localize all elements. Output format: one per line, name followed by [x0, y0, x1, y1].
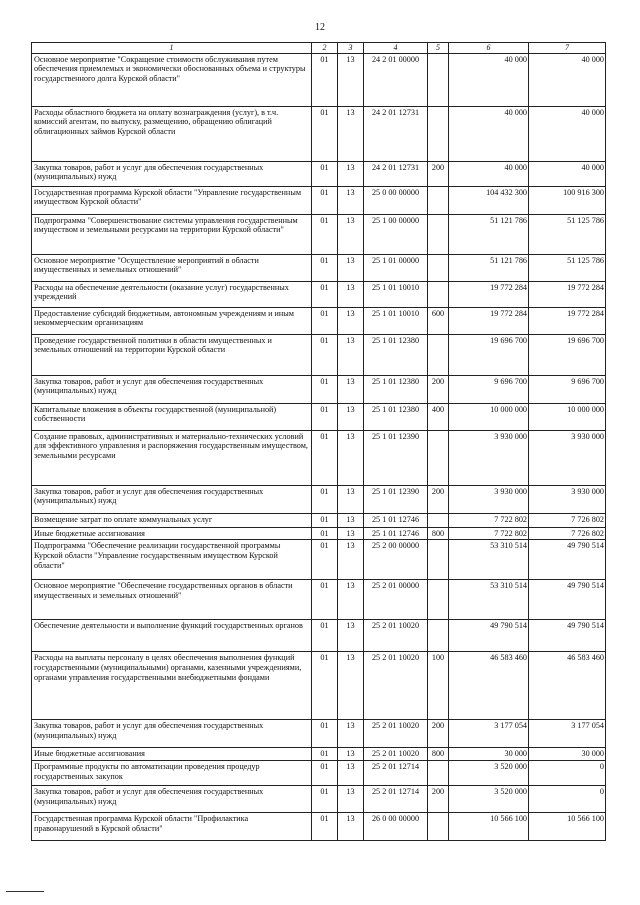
amount-year-1: 3 177 054: [449, 720, 529, 748]
subsection-code: 13: [338, 786, 364, 813]
target-article-code: 25 2 01 10020: [364, 652, 428, 720]
amount-year-2: 3 930 000: [529, 430, 606, 485]
table-row: [32, 430, 606, 485]
amount-year-2: 7 726 802: [529, 513, 606, 527]
amount-year-1: 53 310 514: [449, 580, 529, 620]
amount-year-1: 40 000: [449, 106, 529, 161]
table-row: [32, 513, 606, 527]
section-code: 01: [312, 580, 338, 620]
budget-table: [31, 42, 606, 841]
target-article-code: 25 1 01 12380: [364, 334, 428, 375]
table-row: [32, 527, 606, 540]
subsection-code: 13: [338, 540, 364, 580]
amount-year-1: 53 310 514: [449, 540, 529, 580]
subsection-code: 13: [338, 485, 364, 513]
subsection-code: 13: [338, 580, 364, 620]
target-article-code: 25 1 01 00000: [364, 254, 428, 281]
table-row: [32, 214, 606, 254]
amount-year-1: 19 772 284: [449, 307, 529, 334]
subsection-code: 13: [338, 214, 364, 254]
target-article-code: 25 0 00 00000: [364, 186, 428, 214]
expense-type-code: 400: [428, 403, 449, 430]
subsection-code: 13: [338, 281, 364, 307]
amount-year-1: 40 000: [449, 161, 529, 186]
row-name: Закупка товаров, работ и услуг для обеспечения государственных (муниципальных) нужд: [32, 720, 312, 748]
table-row: [32, 375, 606, 403]
table-row: [32, 485, 606, 513]
amount-year-2: 49 790 514: [529, 620, 606, 652]
subsection-code: 13: [338, 106, 364, 161]
target-article-code: 25 1 01 10010: [364, 307, 428, 334]
amount-year-1: 3 930 000: [449, 485, 529, 513]
row-name: Иные бюджетные ассигнования: [32, 527, 312, 540]
subsection-code: 13: [338, 761, 364, 786]
target-article-code: 25 1 01 12390: [364, 430, 428, 485]
table-row: [32, 53, 606, 106]
target-article-code: 24 2 01 00000: [364, 53, 428, 106]
expense-type-code: 600: [428, 307, 449, 334]
column-number-row: [32, 43, 606, 54]
row-name: Расходы на выплаты персоналу в целях обеспечения выполнения функций государственными (муниципальными) органами, казенными учреждениями, органами управления государственными внебюджетными фондами: [32, 652, 312, 720]
target-article-code: 25 1 01 12380: [364, 403, 428, 430]
target-article-code: 24 2 01 12731: [364, 106, 428, 161]
table-row: [32, 761, 606, 786]
amount-year-2: 3 177 054: [529, 720, 606, 748]
table-row: [32, 403, 606, 430]
amount-year-2: 7 726 802: [529, 527, 606, 540]
amount-year-1: 3 520 000: [449, 786, 529, 813]
target-article-code: 25 2 01 12714: [364, 761, 428, 786]
amount-year-1: 10 566 100: [449, 813, 529, 841]
subsection-code: 13: [338, 186, 364, 214]
subsection-code: 13: [338, 527, 364, 540]
table-row: [32, 620, 606, 652]
amount-year-2: 46 583 460: [529, 652, 606, 720]
amount-year-2: 19 772 284: [529, 307, 606, 334]
section-code: 01: [312, 652, 338, 720]
section-code: 01: [312, 485, 338, 513]
row-name: Капитальные вложения в объекты государственной (муниципальной) собственности: [32, 403, 312, 430]
expense-type-code: [428, 281, 449, 307]
expense-type-code: [428, 513, 449, 527]
section-code: 01: [312, 761, 338, 786]
row-name: Закупка товаров, работ и услуг для обеспечения государственных (муниципальных) нужд: [32, 485, 312, 513]
amount-year-1: 19 696 700: [449, 334, 529, 375]
expense-type-code: [428, 430, 449, 485]
row-name: Основное мероприятие "Осуществление мероприятий в области имущественных и земельных отношений": [32, 254, 312, 281]
section-code: 01: [312, 403, 338, 430]
subsection-code: 13: [338, 720, 364, 748]
subsection-code: 13: [338, 430, 364, 485]
amount-year-1: 104 432 300: [449, 186, 529, 214]
table-row: [32, 748, 606, 761]
target-article-code: 25 1 01 12380: [364, 375, 428, 403]
amount-year-2: 30 000: [529, 748, 606, 761]
amount-year-1: 7 722 802: [449, 527, 529, 540]
section-code: 01: [312, 527, 338, 540]
expense-type-code: 200: [428, 786, 449, 813]
row-name: Основное мероприятие "Сокращение стоимости обслуживания путем обеспечения приемлемых и экономически обоснованных объема и структуры государственного долга Курской области": [32, 53, 312, 106]
amount-year-1: 19 772 284: [449, 281, 529, 307]
expense-type-code: [428, 813, 449, 841]
section-code: 01: [312, 307, 338, 334]
expense-type-code: [428, 106, 449, 161]
amount-year-1: 51 121 786: [449, 214, 529, 254]
row-name: Государственная программа Курской области "Управление государственным имуществом Курской области": [32, 186, 312, 214]
amount-year-1: 3 930 000: [449, 430, 529, 485]
amount-year-1: 51 121 786: [449, 254, 529, 281]
subsection-code: 13: [338, 334, 364, 375]
subsection-code: 13: [338, 652, 364, 720]
expense-type-code: [428, 761, 449, 786]
section-code: 01: [312, 334, 338, 375]
target-article-code: 24 2 01 12731: [364, 161, 428, 186]
amount-year-2: 51 125 786: [529, 254, 606, 281]
subsection-code: 13: [338, 748, 364, 761]
target-article-code: 25 2 01 10020: [364, 748, 428, 761]
table-row: [32, 786, 606, 813]
subsection-code: 13: [338, 53, 364, 106]
target-article-code: 25 2 01 00000: [364, 580, 428, 620]
table-row: [32, 281, 606, 307]
amount-year-1: 10 000 000: [449, 403, 529, 430]
expense-type-code: [428, 53, 449, 106]
column-header: 2: [312, 43, 338, 54]
amount-year-2: 19 772 284: [529, 281, 606, 307]
section-code: 01: [312, 430, 338, 485]
target-article-code: 25 2 01 10020: [364, 620, 428, 652]
amount-year-1: 30 000: [449, 748, 529, 761]
section-code: 01: [312, 540, 338, 580]
amount-year-1: 7 722 802: [449, 513, 529, 527]
row-name: Возмещение затрат по оплате коммунальных услуг: [32, 513, 312, 527]
target-article-code: 25 1 00 00000: [364, 214, 428, 254]
table-row: [32, 161, 606, 186]
amount-year-1: 49 790 514: [449, 620, 529, 652]
section-code: 01: [312, 786, 338, 813]
amount-year-2: 10 000 000: [529, 403, 606, 430]
row-name: Подпрограмма "Совершенствование системы управления государственным имуществом и земельными ресурсами на территории Курской области": [32, 214, 312, 254]
row-name: Предоставление субсидий бюджетным, автономным учреждениям и иным некоммерческим организациям: [32, 307, 312, 334]
row-name: Государственная программа Курской области "Профилактика правонарушений в Курской области": [32, 813, 312, 841]
section-code: 01: [312, 748, 338, 761]
column-header: 5: [428, 43, 449, 54]
amount-year-2: 40 000: [529, 53, 606, 106]
section-code: 01: [312, 375, 338, 403]
subsection-code: 13: [338, 161, 364, 186]
row-name: Расходы на обеспечение деятельности (оказание услуг) государственных учреждений: [32, 281, 312, 307]
amount-year-2: 0: [529, 761, 606, 786]
expense-type-code: 200: [428, 485, 449, 513]
subsection-code: 13: [338, 513, 364, 527]
section-code: 01: [312, 254, 338, 281]
amount-year-2: 10 566 100: [529, 813, 606, 841]
section-code: 01: [312, 620, 338, 652]
amount-year-2: 3 930 000: [529, 485, 606, 513]
expense-type-code: [428, 334, 449, 375]
page-number: 12: [315, 22, 325, 33]
subsection-code: 13: [338, 307, 364, 334]
column-header: 4: [364, 43, 428, 54]
amount-year-2: 49 790 514: [529, 540, 606, 580]
target-article-code: 25 2 01 12714: [364, 786, 428, 813]
target-article-code: 26 0 00 00000: [364, 813, 428, 841]
target-article-code: 25 2 00 00000: [364, 540, 428, 580]
amount-year-2: 49 790 514: [529, 580, 606, 620]
table-row: [32, 813, 606, 841]
amount-year-2: 9 696 700: [529, 375, 606, 403]
table-row: [32, 334, 606, 375]
row-name: Расходы областного бюджета на оплату вознаграждения (услуг), в т.ч. комиссий агентам, по выпуску, размещению, обращению облигаций облигационных займов Курской области: [32, 106, 312, 161]
amount-year-2: 0: [529, 786, 606, 813]
row-name: Закупка товаров, работ и услуг для обеспечения государственных (муниципальных) нужд: [32, 786, 312, 813]
amount-year-2: 51 125 786: [529, 214, 606, 254]
table-row: [32, 652, 606, 720]
section-code: 01: [312, 281, 338, 307]
column-header: 1: [32, 43, 312, 54]
expense-type-code: 100: [428, 652, 449, 720]
column-header: 7: [529, 43, 606, 54]
expense-type-code: 200: [428, 375, 449, 403]
expense-type-code: 800: [428, 748, 449, 761]
amount-year-2: 40 000: [529, 106, 606, 161]
row-name: Проведение государственной политики в области имущественных и земельных отношений на территории Курской области: [32, 334, 312, 375]
target-article-code: 25 1 01 10010: [364, 281, 428, 307]
footer-rule: [6, 891, 44, 892]
section-code: 01: [312, 186, 338, 214]
row-name: Основное мероприятие "Обеспечение государственных органов в области имущественных и земельных отношений": [32, 580, 312, 620]
amount-year-2: 100 916 300: [529, 186, 606, 214]
section-code: 01: [312, 513, 338, 527]
row-name: Закупка товаров, работ и услуг для обеспечения государственных (муниципальных) нужд: [32, 375, 312, 403]
section-code: 01: [312, 161, 338, 186]
subsection-code: 13: [338, 813, 364, 841]
row-name: Иные бюджетные ассигнования: [32, 748, 312, 761]
amount-year-2: 40 000: [529, 161, 606, 186]
row-name: Создание правовых, административных и материально-технических условий для эффективного управления и распоряжения государственным имуществом, земельными ресурсами: [32, 430, 312, 485]
target-article-code: 25 2 01 10020: [364, 720, 428, 748]
target-article-code: 25 1 01 12746: [364, 513, 428, 527]
expense-type-code: 200: [428, 720, 449, 748]
section-code: 01: [312, 720, 338, 748]
expense-type-code: [428, 254, 449, 281]
amount-year-1: 9 696 700: [449, 375, 529, 403]
table-row: [32, 580, 606, 620]
table-row: [32, 106, 606, 161]
expense-type-code: 800: [428, 527, 449, 540]
expense-type-code: [428, 620, 449, 652]
table-row: [32, 540, 606, 580]
subsection-code: 13: [338, 254, 364, 281]
target-article-code: 25 1 01 12746: [364, 527, 428, 540]
amount-year-1: 40 000: [449, 53, 529, 106]
subsection-code: 13: [338, 620, 364, 652]
expense-type-code: [428, 540, 449, 580]
amount-year-2: 19 696 700: [529, 334, 606, 375]
column-header: 6: [449, 43, 529, 54]
section-code: 01: [312, 214, 338, 254]
row-name: Программные продукты по автоматизации проведения процедур государственных закупок: [32, 761, 312, 786]
amount-year-1: 3 520 000: [449, 761, 529, 786]
row-name: Подпрограмма "Обеспечение реализации государственной программы Курской области "Управление государственным имуществом Курской области": [32, 540, 312, 580]
section-code: 01: [312, 813, 338, 841]
table-row: [32, 186, 606, 214]
expense-type-code: [428, 214, 449, 254]
table-row: [32, 720, 606, 748]
section-code: 01: [312, 106, 338, 161]
section-code: 01: [312, 53, 338, 106]
expense-type-code: [428, 186, 449, 214]
table-row: [32, 307, 606, 334]
expense-type-code: 200: [428, 161, 449, 186]
row-name: Обеспечение деятельности и выполнение функций государственных органов: [32, 620, 312, 652]
target-article-code: 25 1 01 12390: [364, 485, 428, 513]
row-name: Закупка товаров, работ и услуг для обеспечения государственных (муниципальных) нужд: [32, 161, 312, 186]
amount-year-1: 46 583 460: [449, 652, 529, 720]
expense-type-code: [428, 580, 449, 620]
subsection-code: 13: [338, 403, 364, 430]
subsection-code: 13: [338, 375, 364, 403]
table-row: [32, 254, 606, 281]
column-header: 3: [338, 43, 364, 54]
